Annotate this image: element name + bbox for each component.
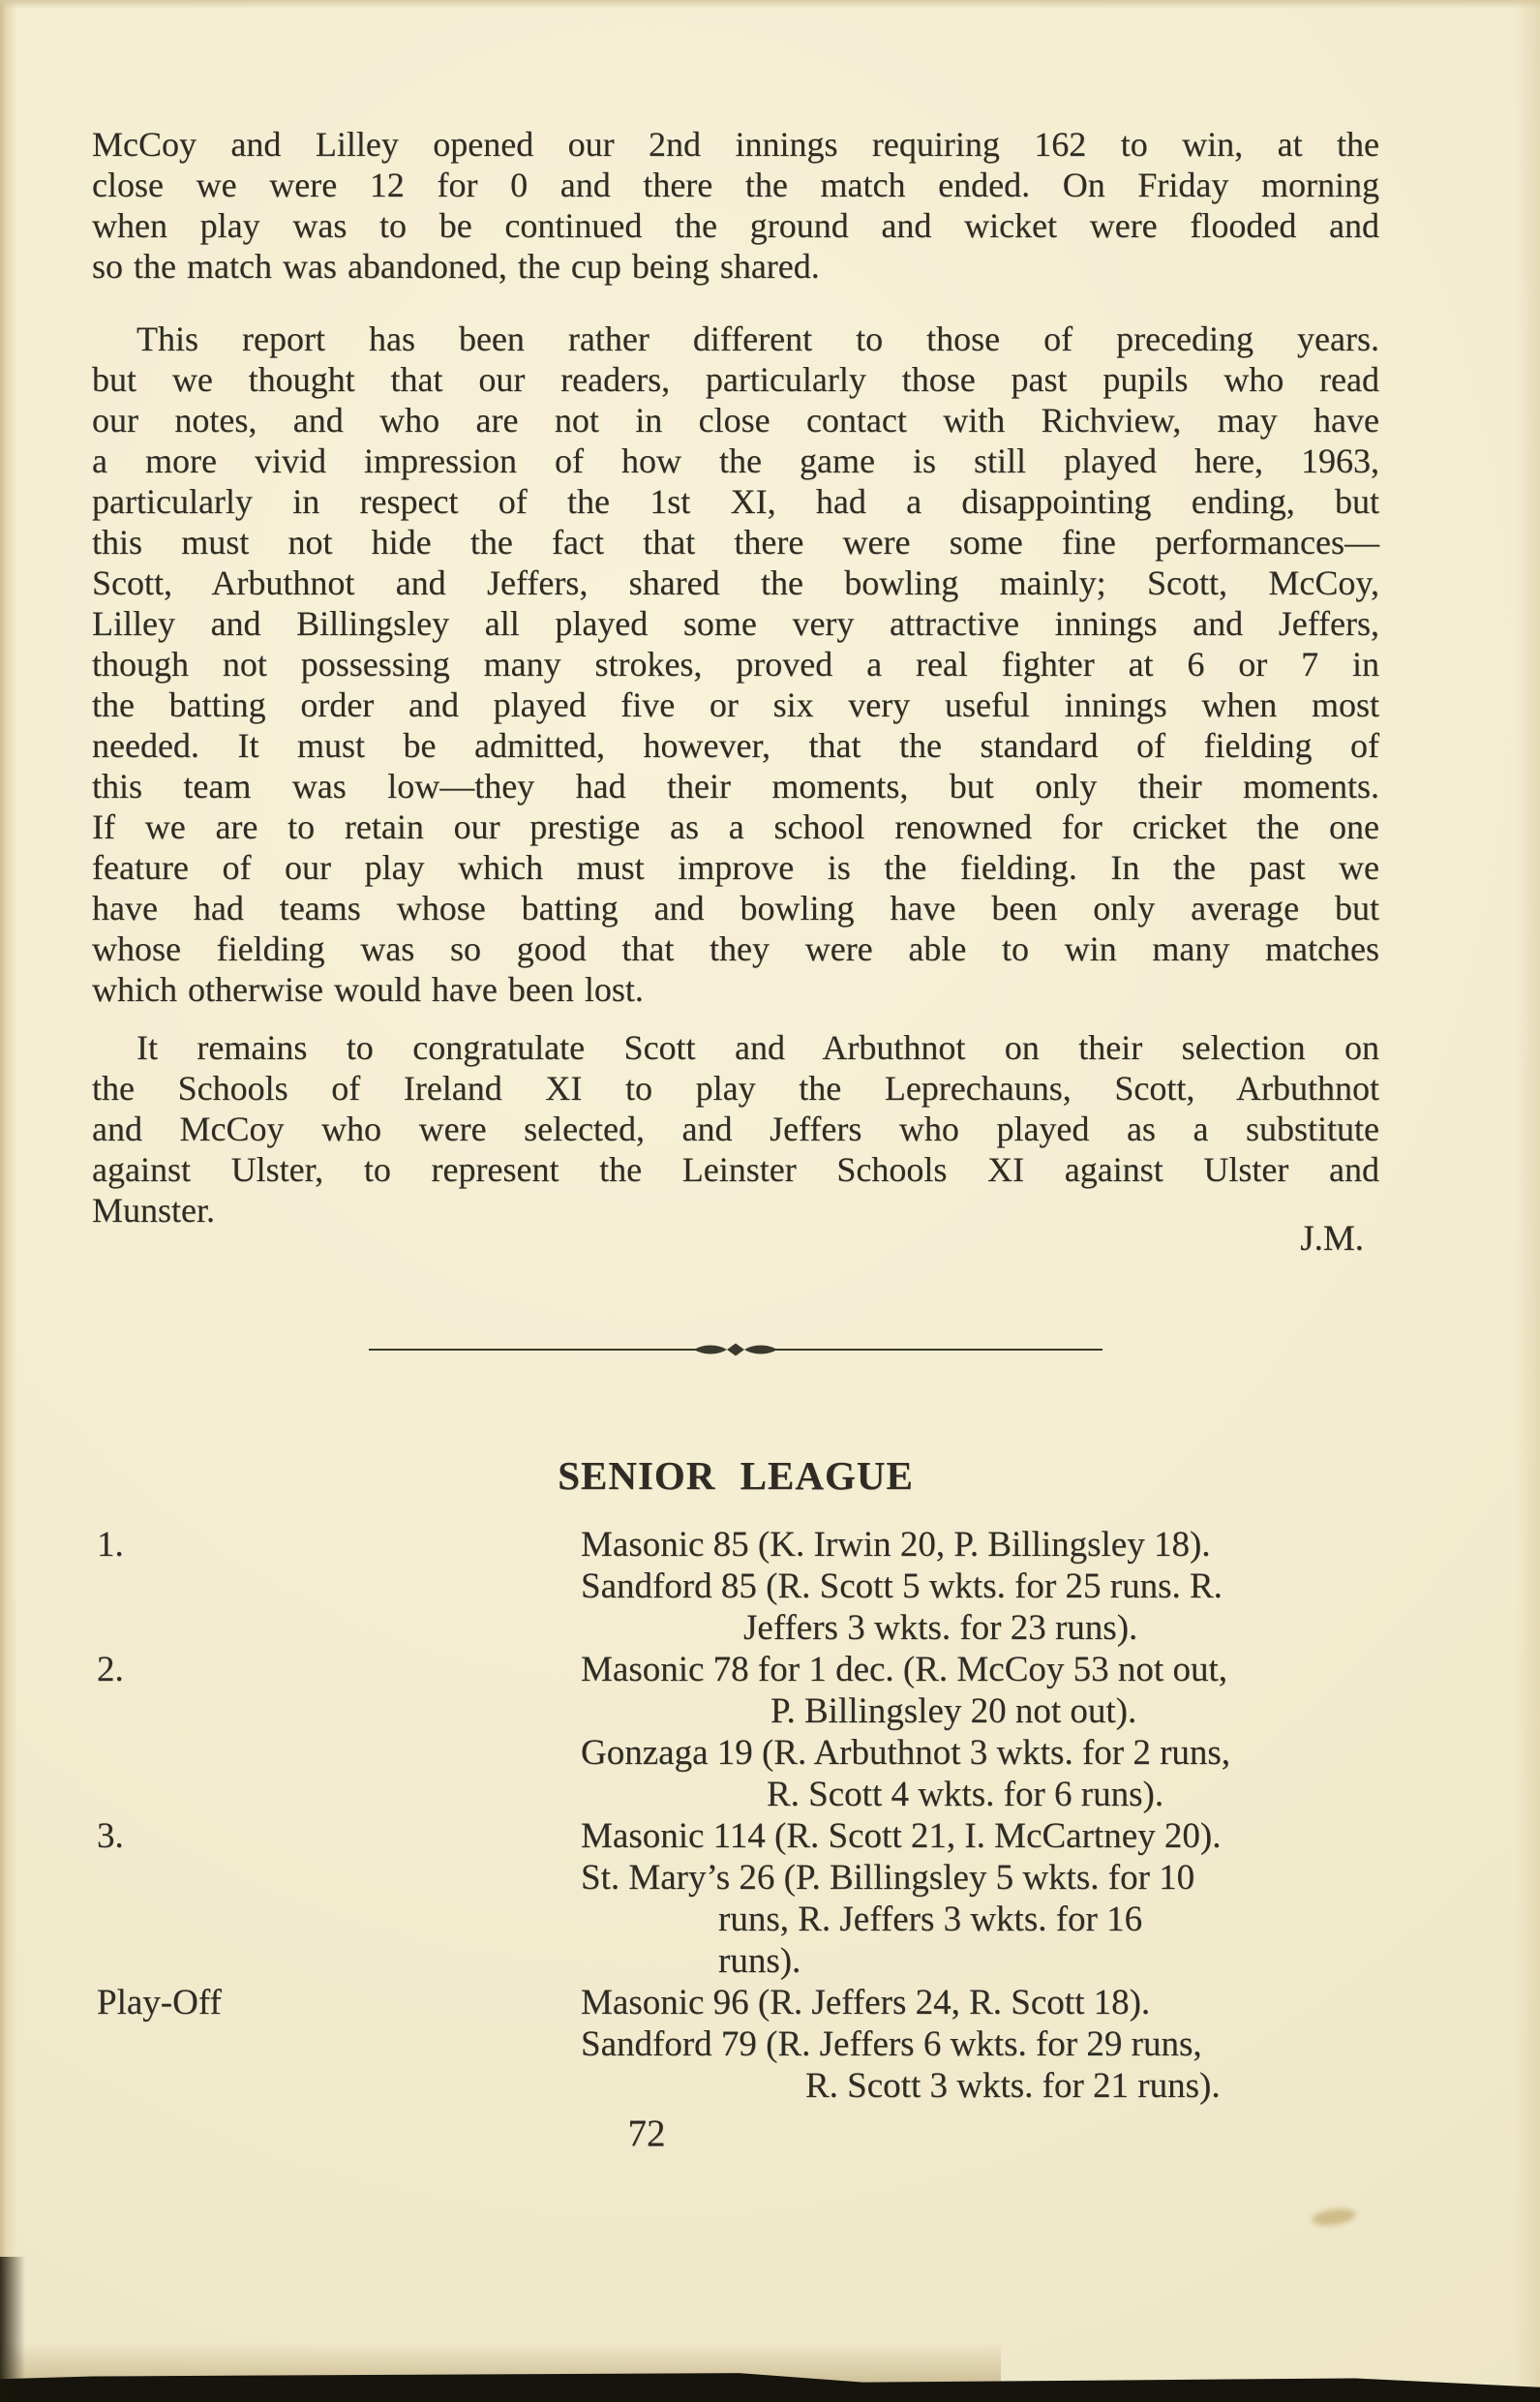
result-line: runs, R. Jeffers 3 wkts. for 16 <box>718 1900 1143 1939</box>
result-line: runs). <box>718 1941 801 1981</box>
result-line: R. Scott 3 wkts. for 21 runs). <box>805 2066 1221 2106</box>
text-line: the batting order and played five or six very useful innings when most <box>92 685 1379 724</box>
result-line: Masonic 96 (R. Jeffers 24, R. Scott 18). <box>581 1983 1151 2022</box>
text-line: If we are to retain our prestige as a school renowned for cricket the one <box>92 807 1379 846</box>
page-edge-left <box>0 0 17 2402</box>
league-row-1 <box>92 1524 1379 1649</box>
text-line: This report has been rather different to those of preceding years. <box>136 319 1379 358</box>
text-line: Munster. <box>92 1191 216 1230</box>
result-line: P. Billingsley 20 not out). <box>770 1691 1137 1731</box>
result-line: Sandford 85 (R. Scott 5 wkts. for 25 runs. R. <box>581 1566 1223 1606</box>
text-line: when play was to be continued the ground and wicket were flooded and <box>92 206 1379 245</box>
result-line: St. Mary’s 26 (P. Billingsley 5 wkts. for 10 <box>581 1858 1195 1898</box>
text-line: Lilley and Billingsley all played some very attractive innings and Jeffers, <box>92 604 1379 643</box>
page-bottom-shadow <box>0 2342 1001 2387</box>
text-line: Scott, Arbuthnot and Jeffers, shared the bowling mainly; Scott, McCoy, <box>92 563 1379 602</box>
divider-ornament-icon <box>367 1340 1104 1359</box>
text-line: and McCoy who were selected, and Jeffers who played as a substitute <box>92 1110 1379 1148</box>
league-row-3 <box>92 1815 1379 1982</box>
league-row-2 <box>92 1649 1379 1815</box>
text-line: It remains to congratulate Scott and Arbuthnot on their selection on <box>136 1028 1379 1067</box>
match-number-label: 1. <box>97 1525 124 1565</box>
text-line: feature of our play which must improve is the fielding. In the past we <box>92 848 1379 887</box>
league-row-playoff <box>92 1982 1379 2107</box>
page-content <box>92 0 1379 2155</box>
body-paragraph-2 <box>92 319 1379 1010</box>
match-number-label: 2. <box>97 1650 124 1689</box>
body-paragraph-3 <box>92 1027 1379 1231</box>
result-line: Masonic 85 (K. Irwin 20, P. Billingsley 18). <box>581 1525 1211 1565</box>
text-line: close we were 12 for 0 and there the match ended. On Friday morning <box>92 166 1379 204</box>
text-line: needed. It must be admitted, however, that the standard of fielding of <box>92 726 1379 765</box>
text-line: McCoy and Lilley opened our 2nd innings requiring 162 to win, at the <box>92 125 1379 164</box>
match-number-label: Play-Off <box>97 1983 222 2022</box>
text-line: but we thought that our readers, particularly those past pupils who read <box>92 360 1379 399</box>
scan-bottom-edge <box>0 2369 1540 2402</box>
text-line: whose fielding was so good that they were able to win many matches <box>92 929 1379 968</box>
result-line: R. Scott 4 wkts. for 6 runs). <box>767 1775 1164 1814</box>
result-line: Sandford 79 (R. Jeffers 6 wkts. for 29 runs, <box>581 2024 1202 2064</box>
text-line: a more vivid impression of how the game is still played here, 1963, <box>92 441 1379 480</box>
text-line: our notes, and who are not in close contact with Richview, may have <box>92 401 1379 440</box>
text-line: though not possessing many strokes, proved a real fighter at 6 or 7 in <box>92 645 1379 684</box>
body-paragraph-1 <box>92 124 1379 287</box>
text-line: so the match was abandoned, the cup being shared. <box>92 247 820 286</box>
text-line: which otherwise would have been lost. <box>92 970 644 1009</box>
page-edge-right <box>1515 0 1540 2402</box>
match-number-label: 3. <box>97 1816 124 1856</box>
paper-smudge <box>1311 2206 1357 2228</box>
section-heading: SENIOR LEAGUE <box>558 1453 914 1498</box>
text-line: particularly in respect of the 1st XI, had a disappointing ending, but <box>92 482 1379 521</box>
result-line: Masonic 114 (R. Scott 21, I. McCartney 20). <box>581 1816 1222 1856</box>
league-results <box>92 1524 1379 2107</box>
page-number: 72 <box>627 2113 666 2154</box>
result-line: Masonic 78 for 1 dec. (R. McCoy 53 not out, <box>581 1650 1227 1689</box>
text-line: have had teams whose batting and bowling have been only average but <box>92 889 1379 927</box>
text-line: against Ulster, to represent the Leinster Schools XI against Ulster and <box>92 1150 1379 1189</box>
scan-corner-left <box>0 2257 25 2402</box>
text-line: this team was low—they had their moments, but only their moments. <box>92 767 1379 806</box>
result-line: Gonzaga 19 (R. Arbuthnot 3 wkts. for 2 runs, <box>581 1733 1231 1773</box>
author-initials: J.M. <box>1300 1219 1364 1259</box>
text-line: the Schools of Ireland XI to play the Leprechauns, Scott, Arbuthnot <box>92 1069 1379 1108</box>
text-line: this must not hide the fact that there were some fine performances— <box>92 523 1379 562</box>
result-line: Jeffers 3 wkts. for 23 runs). <box>743 1608 1138 1648</box>
section-divider <box>367 1340 1104 1359</box>
